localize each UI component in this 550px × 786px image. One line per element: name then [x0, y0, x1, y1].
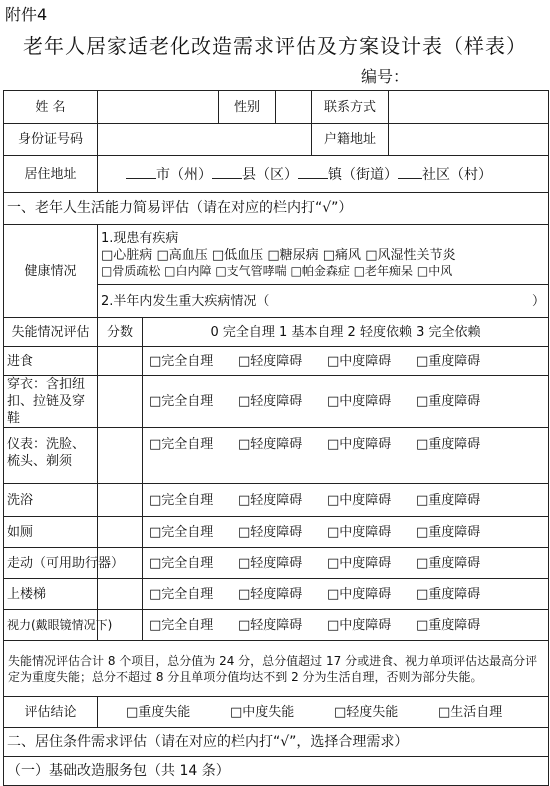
city-blank[interactable] [126, 165, 156, 179]
opt-mild[interactable]: □轻度障碍 [238, 524, 303, 540]
options-dressing [143, 376, 549, 428]
item-eating: 进食 [4, 347, 98, 376]
options-eating [143, 347, 549, 376]
conclusion-moderate[interactable]: □中度失能 [230, 704, 295, 720]
gender-label: 性别 [219, 91, 276, 124]
opt-mild[interactable]: □轻度障碍 [238, 353, 303, 369]
opt-severe[interactable]: □重度障碍 [416, 437, 481, 452]
opt-mild[interactable]: □轻度障碍 [238, 394, 303, 409]
row-conclusion [4, 697, 549, 728]
disease-gout[interactable]: □痛风 [322, 248, 362, 263]
disease-hypertension[interactable]: □高血压 [156, 248, 208, 263]
options-bathing [143, 484, 549, 517]
section1-title: 一、老年人生活能力简易评估（请在对应的栏内打“√”） [4, 193, 549, 225]
opt-self[interactable]: □完全自理 [149, 437, 214, 452]
options-toileting [143, 517, 549, 548]
opt-moderate[interactable]: □中度障碍 [327, 353, 392, 369]
name-label: 姓 名 [4, 91, 98, 124]
options-vision [143, 610, 549, 641]
disease-rheumatoid[interactable]: □风湿性关节炎 [365, 248, 456, 263]
item-bathing: 洗浴 [4, 484, 98, 517]
assessment-form-table [3, 90, 549, 786]
section2-title: 二、居住条件需求评估（请在对应的栏内打“√”，选择合理需求） [4, 728, 549, 757]
opt-severe[interactable]: □重度障碍 [416, 586, 481, 602]
opt-moderate[interactable]: □中度障碍 [327, 437, 392, 452]
opt-moderate[interactable]: □中度障碍 [327, 394, 392, 409]
opt-moderate[interactable]: □中度障碍 [327, 524, 392, 540]
conclusion-label: 评估结论 [4, 697, 98, 728]
opt-self[interactable]: □完全自理 [149, 555, 214, 571]
opt-mild[interactable]: □轻度障碍 [238, 555, 303, 571]
opt-self[interactable]: □完全自理 [149, 492, 214, 508]
address-town: 镇（街道） [328, 166, 398, 183]
disease-heart[interactable]: □心脏病 [101, 248, 153, 263]
address-city: 市（州） [156, 166, 212, 183]
annex-label: 附件4 [5, 5, 48, 24]
disease-osteoporosis[interactable]: □骨质疏松 [101, 264, 161, 278]
score-header: 分数 [98, 318, 143, 347]
score-dressing[interactable] [98, 376, 143, 428]
disease-asthma[interactable]: □支气管哮喘 [215, 264, 287, 278]
opt-severe[interactable]: □重度障碍 [416, 555, 481, 571]
opt-moderate[interactable]: □中度障碍 [327, 586, 392, 602]
row-toileting [4, 517, 549, 548]
disease-stroke[interactable]: □中风 [416, 264, 453, 278]
opt-self[interactable]: □完全自理 [149, 524, 214, 540]
id-number-label: 身份证号码 [4, 124, 98, 156]
residence-label: 居住地址 [4, 156, 98, 193]
row-walking [4, 548, 549, 579]
opt-severe[interactable]: □重度障碍 [416, 492, 481, 508]
row-section2 [4, 728, 549, 757]
item-vision: 视力(戴眼镜情况下) [4, 610, 98, 641]
opt-self[interactable]: □完全自理 [149, 353, 214, 369]
opt-mild[interactable]: □轻度障碍 [238, 492, 303, 508]
serial-number-label: 编号： [361, 67, 410, 86]
id-number-field[interactable] [98, 124, 312, 156]
options-walking [143, 548, 549, 579]
row-bathing [4, 484, 549, 517]
household-address-field[interactable] [389, 124, 549, 156]
contact-label: 联系方式 [312, 91, 389, 124]
major-illness-close: ） [531, 293, 545, 309]
opt-mild[interactable]: □轻度障碍 [238, 617, 303, 633]
county-blank[interactable] [212, 165, 242, 179]
opt-self[interactable]: □完全自理 [149, 586, 214, 602]
disease-parkinson[interactable]: □帕金森症 [290, 264, 350, 278]
row-section1 [4, 193, 549, 225]
major-illness-label: 2.半年内发生重大疾病情况（ [101, 293, 270, 309]
address-county: 县（区） [242, 166, 298, 183]
town-blank[interactable] [298, 165, 328, 179]
basic-package-title: （一）基础改造服务包（共 14 条） [4, 757, 549, 786]
disability-header: 失能情况评估 [4, 318, 98, 347]
disease-diabetes[interactable]: □糖尿病 [267, 248, 319, 263]
row-stairs [4, 579, 549, 610]
score-bathing[interactable] [98, 484, 143, 517]
score-scale: 0 完全自理 1 基本自理 2 轻度依赖 3 完全依赖 [143, 318, 549, 347]
health-label: 健康情况 [4, 225, 98, 318]
conclusion-mild[interactable]: □轻度失能 [334, 704, 399, 720]
name-field[interactable] [98, 91, 219, 124]
item-walking: 走动（可用助行器） [4, 548, 98, 579]
residence-address-field[interactable] [98, 156, 549, 193]
row-vision [4, 610, 549, 641]
score-eating[interactable] [98, 347, 143, 376]
opt-severe[interactable]: □重度障碍 [416, 353, 481, 369]
opt-severe[interactable]: □重度障碍 [416, 617, 481, 633]
disease-title: 1.现患有疾病 [101, 231, 179, 246]
conclusion-options [98, 697, 549, 728]
item-toileting: 如厕 [4, 517, 98, 548]
disease-list [98, 225, 549, 285]
gender-field[interactable] [276, 91, 312, 124]
opt-mild[interactable]: □轻度障碍 [238, 437, 303, 452]
row-name [4, 91, 549, 124]
household-address-label: 户籍地址 [312, 124, 389, 156]
item-stairs: 上楼梯 [4, 579, 98, 610]
options-stairs [143, 579, 549, 610]
item-dressing: 穿衣：含扣纽扣、拉链及穿鞋 [4, 376, 98, 428]
community-blank[interactable] [398, 165, 422, 179]
score-toileting[interactable] [98, 517, 143, 548]
opt-moderate[interactable]: □中度障碍 [327, 617, 392, 633]
opt-severe[interactable]: □重度障碍 [416, 524, 481, 540]
row-residence [4, 156, 549, 193]
score-stairs[interactable] [98, 579, 143, 610]
row-grooming [4, 428, 549, 484]
opt-severe[interactable]: □重度障碍 [416, 394, 481, 409]
conclusion-severe[interactable]: □重度失能 [126, 704, 191, 720]
score-grooming[interactable] [98, 428, 143, 484]
row-note [4, 641, 549, 697]
row-section2-sub [4, 757, 549, 786]
page-title: 老年人居家适老化改造需求评估及方案设计表（样表） [23, 34, 527, 58]
conclusion-self-care[interactable]: □生活自理 [438, 704, 503, 720]
contact-field[interactable] [389, 91, 549, 124]
opt-moderate[interactable]: □中度障碍 [327, 555, 392, 571]
options-grooming [143, 428, 549, 484]
row-id [4, 124, 549, 156]
row-health-1 [4, 225, 549, 285]
disease-cataract[interactable]: □白内障 [164, 264, 212, 278]
major-illness[interactable] [98, 285, 549, 318]
opt-mild[interactable]: □轻度障碍 [238, 586, 303, 602]
row-disability-header [4, 318, 549, 347]
opt-self[interactable]: □完全自理 [149, 394, 214, 409]
disease-dementia[interactable]: □老年痴呆 [353, 264, 414, 278]
opt-self[interactable]: □完全自理 [149, 617, 214, 633]
address-community: 社区（村） [422, 166, 492, 183]
item-grooming: 仪表：洗脸、梳头、剃须 [4, 428, 98, 484]
scoring-note: 失能情况评估合计 8 个项目，总分值为 24 分，总分值超过 17 分或进食、视力单项评估达最高分评定为重度失能；总分不超过 8 分且单项分值均达不到 2 分为生活自理，否则为部分失能。 [4, 641, 549, 697]
opt-moderate[interactable]: □中度障碍 [327, 492, 392, 508]
disease-hypotension[interactable]: □低血压 [211, 248, 264, 263]
row-eating [4, 347, 549, 376]
row-dressing [4, 376, 549, 428]
